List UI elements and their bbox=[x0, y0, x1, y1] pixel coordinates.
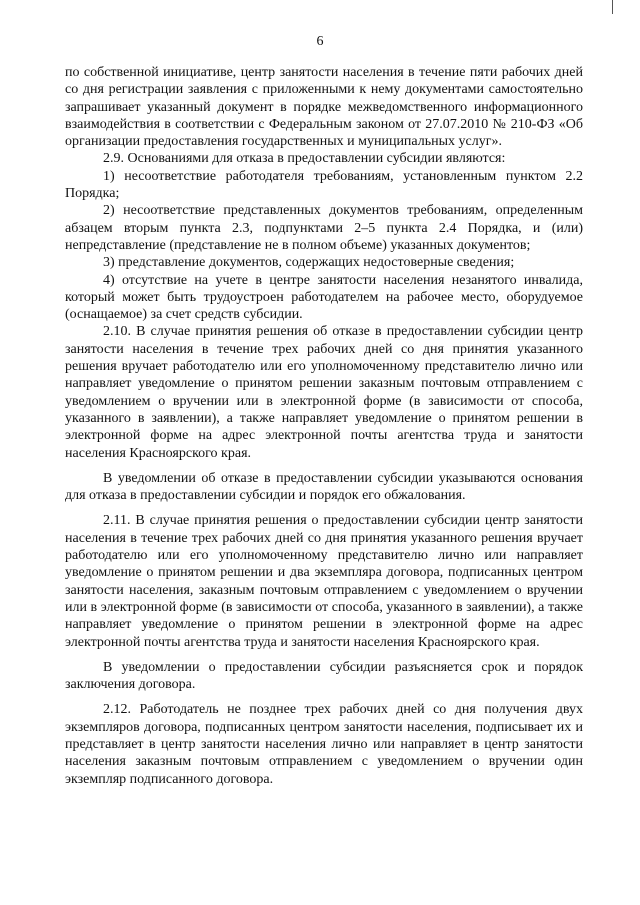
list-item-3: 3) представление документов, содержащих недостоверные сведения; bbox=[103, 255, 515, 271]
paragraph-2-12: 2.12. Работодатель не позднее трех рабочих дней со дня получения двух экземпляров договора, подписанных центром занятости населения, подписывает их и представляет в центр занятости населения лично или направляет в центр занятости населения заказным почтовым отправлением с уведомлением о вручении один экземпляр подписанного договора. bbox=[65, 702, 583, 787]
paragraph-grant-notice: В уведомлении о предоставлении субсидии разъясняется срок и порядок заключения договора. bbox=[65, 659, 583, 693]
paragraph-2-11: 2.11. В случае принятия решения о предоставлении субсидии центр занятости населения в течение трех рабочих дней со дня принятия указанного решения вручает работодателю или его уполномоченному представителю лично или направляет уведомление о принятом решении и два экземпляра договора, подписанных центром занятости населения, заказным почтовым отправлением с уведомлением о вручении или в электронной форме (в зависимости от способа, указанного в заявлении), а также направляет уведомление о принятом решении в электронной форме на адрес электронной почты агентства труда и занятости населения Красноярского края. bbox=[65, 513, 583, 650]
list-item-2: 2) несоответствие представленных документов требованиям, определенным абзацем вторым пункта 2.3, подпунктами 2–5 пункта 2.4 Порядка, и (или) непредставление (представление не в полном объеме) указанных документов; bbox=[65, 203, 583, 253]
paragraph-refusal-notice: В уведомлении об отказе в предоставлении субсидии указываются основания для отказа в предоставлении субсидии и порядок его обжалования. bbox=[65, 470, 583, 504]
scan-edge-mark bbox=[612, 0, 613, 14]
list-item-4: 4) отсутствие на учете в центре занятости населения незанятого инвалида, который может быть трудоустроен работодателем на рабочее место, оборудуемое (оснащаемое) за счет средств субсидии. bbox=[65, 272, 583, 323]
document-body bbox=[65, 64, 583, 788]
page-number: 6 bbox=[316, 34, 324, 49]
list-item-1: 1) несоответствие работодателя требованиям, установленным пунктом 2.2 Порядка; bbox=[65, 168, 583, 202]
paragraph-2-9: 2.9. Основаниями для отказа в предоставлении субсидии являются: bbox=[103, 151, 506, 167]
paragraph-continuation: по собственной инициативе, центр занятости населения в течение пяти рабочих дней со дня регистрации заявления с приложенными к нему документами самостоятельно запрашивает указанный документ в порядке межведомственного информационного взаимодействия в соответствии с Федеральным законом от 27.07.2010 № 210-ФЗ «Об организации предоставления государственных и муниципальных услуг». bbox=[65, 65, 583, 150]
paragraph-2-10: 2.10. В случае принятия решения об отказе в предоставлении субсидии центр занятости населения в течение трех рабочих дней со дня принятия указанного решения вручает работодателю или его уполномоченному представителю лично или направляет уведомление о принятом решении заказным почтовым отправлением с уведомлением о вручении или в электронной форме (в зависимости от способа, указанного в заявлении), а также направляет уведомление о принятом решении в электронной форме на адрес электронной почты агентства труда и занятости населения Красноярского края. bbox=[65, 324, 583, 461]
